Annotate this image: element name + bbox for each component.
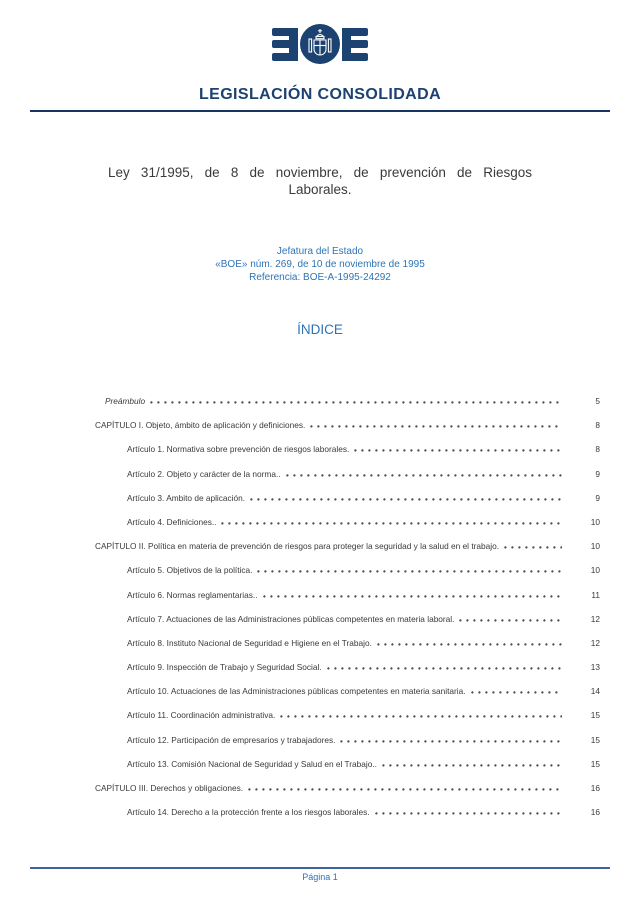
index-heading: ÍNDICE <box>297 322 343 337</box>
toc-entry[interactable] <box>95 565 600 589</box>
toc-entry-page: 8 <box>595 444 600 455</box>
dot-leader <box>340 735 562 743</box>
header-rule <box>30 110 610 112</box>
toc-entry[interactable] <box>95 517 600 541</box>
toc-entry-page: 9 <box>595 468 600 479</box>
toc-entry-page: 9 <box>595 492 600 503</box>
toc-entry[interactable] <box>95 710 600 734</box>
boe-logo-letter-e <box>342 28 368 61</box>
footer-rule <box>30 867 610 869</box>
toc-entry-page: 13 <box>590 662 600 673</box>
toc-list <box>95 396 600 831</box>
toc-entry-page: 16 <box>590 783 600 793</box>
toc-entry-label: Artículo 1. Normativa sobre prevención de riesgos laborales. <box>127 444 350 455</box>
dot-leader <box>310 420 562 428</box>
dot-leader <box>354 444 562 452</box>
dot-leader <box>459 614 562 622</box>
toc-entry[interactable] <box>95 614 600 638</box>
toc-entry[interactable] <box>95 469 600 493</box>
toc-entry-label: Artículo 3. Ambito de aplicación. <box>127 492 246 503</box>
toc-entry-page: 8 <box>595 420 600 431</box>
dot-leader <box>150 396 562 404</box>
dot-leader <box>377 638 562 646</box>
toc-entry-page: 11 <box>591 589 600 600</box>
toc-entry[interactable] <box>95 759 600 783</box>
boe-logo-letter-b <box>272 28 298 61</box>
dot-leader <box>375 807 562 815</box>
toc-entry-page: 15 <box>590 734 600 745</box>
toc-entry-label: Artículo 9. Inspección de Trabajo y Seguridad Social. <box>127 662 322 673</box>
toc-entry-label: CAPÍTULO II. Política en materia de prevención de riesgos para proteger la seguridad y la salud en el trabajo. <box>95 541 500 552</box>
document-publication: «BOE» núm. 269, de 10 de noviembre de 1995 <box>215 259 425 270</box>
toc-entry[interactable] <box>95 735 600 759</box>
toc-entry[interactable] <box>95 638 600 662</box>
boe-logo <box>0 24 640 64</box>
toc-entry-label: Artículo 4. Definiciones.. <box>127 516 217 527</box>
dot-leader <box>504 541 562 549</box>
toc-entry-label: Artículo 10. Actuaciones de las Administraciones públicas competentes en materia sanitaria. <box>127 686 466 697</box>
dot-leader <box>248 783 562 791</box>
toc-entry-label: Artículo 7. Actuaciones de las Administraciones públicas competentes en materia laboral. <box>127 613 455 624</box>
page-number: Página 1 <box>302 872 338 882</box>
dot-leader <box>257 565 562 573</box>
toc-entry[interactable] <box>95 420 600 444</box>
toc-entry-page: 16 <box>590 807 600 818</box>
toc-entry[interactable] <box>95 396 600 420</box>
toc-entry-label: CAPÍTULO I. Objeto, ámbito de aplicación y definiciones. <box>95 420 306 431</box>
header-brand: LEGISLACIÓN CONSOLIDADA <box>198 86 442 103</box>
toc-entry[interactable] <box>95 807 600 831</box>
toc-entry[interactable] <box>95 783 600 807</box>
toc-entry-page: 10 <box>590 516 600 527</box>
toc-entry-page: 10 <box>590 541 600 552</box>
toc-entry[interactable] <box>95 662 600 686</box>
dot-leader <box>382 759 562 767</box>
document-reference: Referencia: BOE-A-1995-24292 <box>249 272 391 283</box>
dot-leader <box>286 469 562 477</box>
toc-entry-label: Preámbulo <box>105 396 146 406</box>
document-meta <box>0 245 640 284</box>
dot-leader <box>327 662 562 670</box>
toc-entry-label: Artículo 6. Normas reglamentarias.. <box>127 589 258 600</box>
toc-entry-page: 12 <box>590 613 600 624</box>
toc-entry-page: 12 <box>590 637 600 648</box>
toc-entry[interactable] <box>95 686 600 710</box>
toc-entry-label: Artículo 2. Objeto y carácter de la norma.. <box>127 468 281 479</box>
toc-entry[interactable] <box>95 444 600 468</box>
toc-entry[interactable] <box>95 493 600 517</box>
toc-entry-label: CAPÍTULO III. Derechos y obligaciones. <box>95 783 244 793</box>
dot-leader <box>280 710 562 718</box>
document-issuer: Jefatura del Estado <box>276 246 364 257</box>
toc-entry-label: Artículo 13. Comisión Nacional de Seguridad y Salud en el Trabajo.. <box>127 758 377 769</box>
dot-leader <box>221 517 562 525</box>
toc-entry-page: 15 <box>590 710 600 721</box>
toc-entry-label: Artículo 8. Instituto Nacional de Seguridad e Higiene en el Trabajo. <box>127 637 372 648</box>
toc-entry-label: Artículo 5. Objetivos de la política. <box>127 565 253 576</box>
toc-entry-label: Artículo 12. Participación de empresarios y trabajadores. <box>127 734 336 745</box>
toc-entry-label: Artículo 14. Derecho a la protección frente a los riesgos laborales. <box>127 807 370 818</box>
toc-entry[interactable] <box>95 541 600 565</box>
dot-leader <box>263 590 563 598</box>
toc-entry-page: 14 <box>590 686 600 697</box>
toc-entry-page: 15 <box>590 758 600 769</box>
toc-entry-page: 5 <box>595 396 600 406</box>
document-title: Ley 31/1995, de 8 de noviembre, de prevención de Riesgos Laborales. <box>108 165 532 197</box>
dot-leader <box>250 493 562 501</box>
toc-entry-page: 10 <box>590 565 600 576</box>
spain-coat-of-arms-icon <box>300 24 340 64</box>
toc-entry-label: Artículo 11. Coordinación administrativa. <box>127 710 276 721</box>
dot-leader <box>471 686 562 694</box>
toc-entry[interactable] <box>95 590 600 614</box>
